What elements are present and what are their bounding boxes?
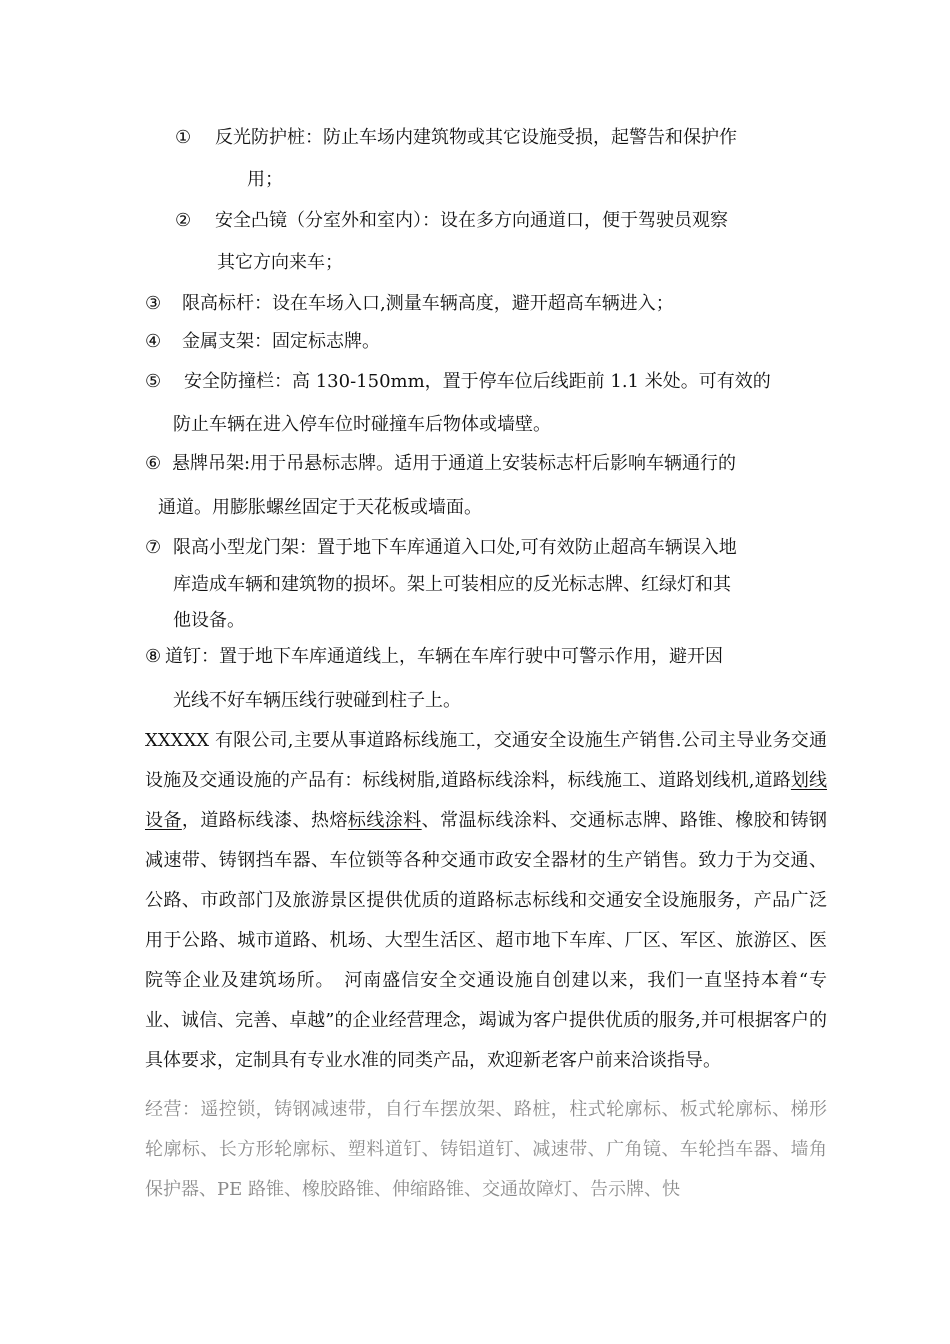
item-number: ③ bbox=[145, 293, 162, 314]
item-number: ⑧ bbox=[145, 646, 162, 667]
item-text: 金属支架：固定标志牌。 bbox=[182, 331, 380, 352]
item-text: 安全凸镜（分室外和室内）：设在多方向通道口，便于驾驶员观察 bbox=[215, 210, 728, 231]
list-item-7-continuation-2: 他设备。 bbox=[173, 610, 245, 631]
list-item-7 bbox=[145, 536, 737, 560]
item-number: ① bbox=[175, 127, 192, 148]
list-item-6 bbox=[145, 452, 736, 476]
item-number: ⑦ bbox=[145, 537, 162, 558]
company-paragraph bbox=[145, 721, 827, 1081]
company-text-part-3: 、常温标线涂料、交通标志牌、路锥、橡胶和铸钢减速带、铸钢挡车器、车位锁等各种交通市政安全器材的生产销售。致力于为交通、公路、市政部门及旅游景区提供优质的道路标志标线和交通安全设施服务，产品广泛用于公路、城市道路、机场、大型生活区、超市地下车库、厂区、军区、旅游区、医院等企业及建筑场所。 河南盛信安全交通设施自创建以来，我们一直坚持本着“专业、诚信、完善、卓越”的企业经营理念，竭诚为客户提供优质的服务,并可根据客户的具体要求，定制具有专业水准的同类产品，欢迎新老客户前来洽谈指导。 bbox=[145, 810, 828, 1071]
list-item-7-continuation-1: 库造成车辆和建筑物的损坏。架上可装相应的反光标志牌、红绿灯和其 bbox=[173, 574, 731, 595]
list-item-1 bbox=[175, 126, 737, 150]
item-text: 道钉：置于地下车库通道线上，车辆在车库行驶中可警示作用，避开因 bbox=[165, 646, 723, 667]
list-item-8-continuation: 光线不好车辆压线行驶碰到柱子上。 bbox=[173, 690, 461, 711]
item-number: ② bbox=[175, 210, 192, 231]
item-text: 反光防护桩：防止车场内建筑物或其它设施受损，起警告和保护作 bbox=[215, 127, 737, 148]
list-item-2 bbox=[175, 209, 728, 233]
list-item-5-continuation: 防止车辆在进入停车位时碰撞车后物体或墙壁。 bbox=[173, 414, 551, 435]
underlined-term-marking-equipment: 划线设备 bbox=[145, 770, 827, 831]
list-item-5 bbox=[145, 370, 771, 394]
company-text-part-2: ，道路标线漆、热熔 bbox=[181, 810, 348, 831]
underlined-term-marking-paint: 标线涂料 bbox=[347, 810, 422, 831]
item-text: 悬牌吊架:用于吊悬标志牌。适用于通道上安装标志杆后影响车辆通行的 bbox=[172, 453, 737, 474]
list-item-1-continuation: 用； bbox=[247, 169, 283, 190]
business-scope-paragraph: 经营：遥控锁，铸钢减速带，自行车摆放架、路桩，柱式轮廓标、板式轮廓标、梯形轮廓标、长方形轮廓标、塑料道钉、铸铝道钉、减速带、广角镜、车轮挡车器、墙角保护器、PE 路锥、橡胶路锥、伸缩路锥、交通故障灯、告示牌、快 bbox=[145, 1099, 827, 1200]
list-item-3 bbox=[145, 292, 674, 316]
list-item-6-continuation: 通道。用膨胀螺丝固定于天花板或墙面。 bbox=[158, 497, 482, 518]
item-text: 限高小型龙门架：置于地下车库通道入口处,可有效防止超高车辆误入地 bbox=[173, 537, 737, 558]
item-number: ④ bbox=[145, 331, 162, 352]
item-text: 限高标杆：设在车场入口,测量车辆高度，避开超高车辆进入； bbox=[182, 293, 674, 314]
item-text: 安全防撞栏：高 130-150mm，置于停车位后线距前 1.1 米处。可有效的 bbox=[184, 371, 771, 392]
item-number: ⑥ bbox=[145, 453, 162, 474]
list-item-2-continuation: 其它方向来车； bbox=[217, 252, 343, 273]
list-item-8 bbox=[145, 645, 723, 669]
company-text-part-1: XXXXX 有限公司,主要从事道路标线施工，交通安全设施生产销售.公司主导业务交通设施及交通设施的产品有：标线树脂,道路标线涂料，标线施工、道路划线机,道路 bbox=[145, 730, 827, 791]
list-item-4 bbox=[145, 330, 380, 354]
item-number: ⑤ bbox=[145, 371, 162, 392]
